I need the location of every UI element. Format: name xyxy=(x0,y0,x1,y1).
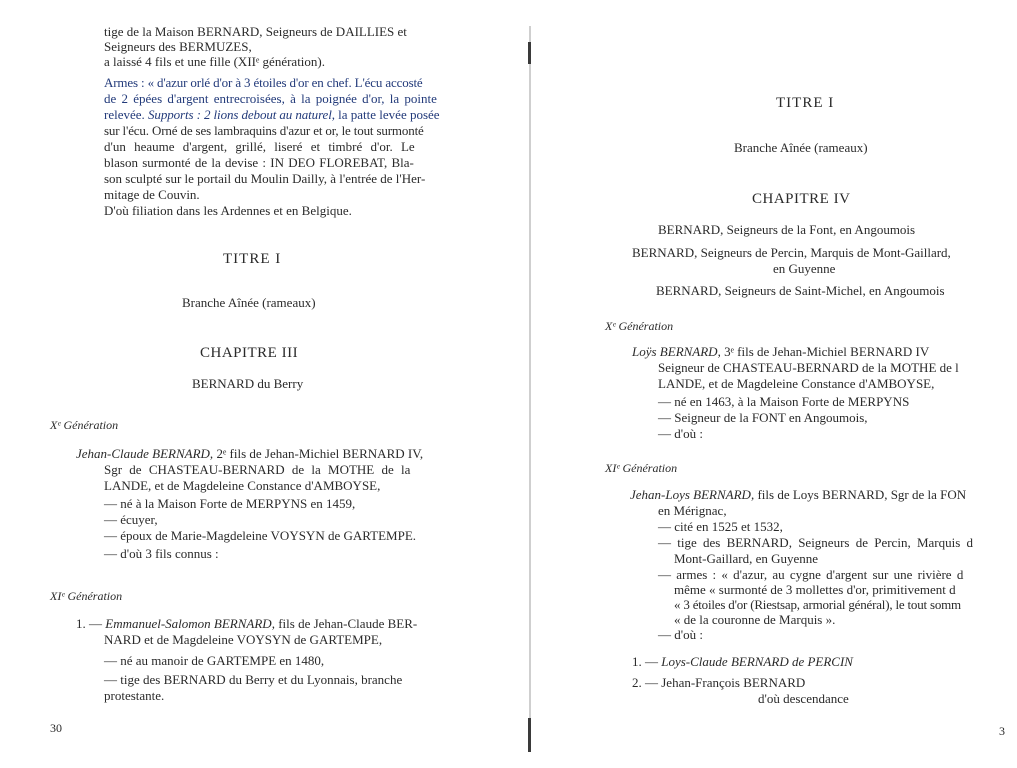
intro-line: a laissé 4 fils et une fille (XIIᵉ génération). xyxy=(104,54,325,69)
entry-line: d'où descendance xyxy=(758,691,849,706)
titre-heading: TITRE I xyxy=(776,95,835,111)
entry-line: — né au manoir de GARTEMPE en 1480, xyxy=(104,653,325,668)
entry-line: Mont-Gaillard, en Guyenne xyxy=(674,551,819,566)
armes-supports: Supports : 2 lions debout au naturel, xyxy=(148,107,335,122)
entry-line xyxy=(630,487,966,503)
branche-subtitle: Branche Aînée (rameaux) xyxy=(182,295,316,310)
entry-number: 2. — xyxy=(632,675,658,690)
entry-line: Sgr de CHASTEAU-BERNARD de la MOTHE de la xyxy=(104,462,411,477)
intro-line: Seigneurs des BERMUZES, xyxy=(104,39,252,54)
entry-line: protestante. xyxy=(104,688,165,703)
armes-line: Armes : « d'azur orlé d'or à 3 étoiles d'or en chef. L'écu accosté xyxy=(104,75,423,90)
chapitre-heading: CHAPITRE III xyxy=(200,345,299,361)
entry-text: fils de Loys BERNARD, Sgr de la FON xyxy=(757,487,967,502)
entry-line: — armes : « d'azur, au cygne d'argent sur une rivière d xyxy=(658,567,964,582)
armes-line xyxy=(104,107,440,123)
entry-line: — né en 1463, à la Maison Forte de MERPYNS xyxy=(658,394,910,409)
entry-line: — d'où : xyxy=(658,426,703,441)
entry-text: 2ᵉ fils de Jehan-Michiel BERNARD IV, xyxy=(216,446,424,461)
person-name: Loys-Claude BERNARD de PERCIN xyxy=(661,654,853,669)
entry-number: 1. — xyxy=(76,616,102,631)
armes-line: de 2 épées d'argent entrecroisées, à la poignée d'or, la pointe xyxy=(104,91,437,106)
entry-line: — écuyer, xyxy=(104,512,158,527)
page-number: 3 xyxy=(999,724,1005,738)
armes-line: mitage de Couvin. xyxy=(104,187,200,202)
entry-line: en Mérignac, xyxy=(658,503,727,518)
entry-line: — cité en 1525 et 1532, xyxy=(658,519,783,534)
entry-line xyxy=(76,446,423,462)
entry-line: — né à la Maison Forte de MERPYNS en 1459, xyxy=(104,496,356,511)
entry-line: NARD et de Magdeleine VOYSYN de GARTEMPE, xyxy=(104,632,383,647)
person-name: Emmanuel-Salomon BERNARD, xyxy=(105,616,275,631)
entry-line: « 3 étoiles d'or (Riestsap, armorial général), le tout somm xyxy=(674,597,961,612)
chapitre-subtitle: BERNARD, Seigneurs de Percin, Marquis de Mont-Gaillard, xyxy=(632,245,951,260)
entry-line: LANDE, et de Magdeleine Constance d'AMBOYSE, xyxy=(104,478,381,493)
titre-heading: TITRE I xyxy=(223,251,282,267)
person-name: Jehan-Claude BERNARD, xyxy=(76,446,214,461)
entry-line: — époux de Marie-Magdeleine VOYSYN de GARTEMPE. xyxy=(104,528,417,543)
chapitre-heading: CHAPITRE IV xyxy=(752,191,851,207)
armes-line: d'un heaume d'argent, grillé, liseré et timbré d'or. Le xyxy=(104,139,415,154)
entry-line: même « surmonté de 3 mollettes d'or, primitivement d xyxy=(674,582,956,597)
generation-label: XIᵉ Génération xyxy=(50,589,123,603)
chapitre-subtitle: BERNARD, Seigneurs de la Font, en Angoumois xyxy=(658,222,916,237)
generation-label: Xᵉ Génération xyxy=(605,319,674,333)
entry-line: — tige des BERNARD du Berry et du Lyonnais, branche xyxy=(104,672,403,687)
chapitre-subtitle: BERNARD du Berry xyxy=(192,376,304,391)
entry-line xyxy=(632,654,853,670)
branche-subtitle: Branche Aînée (rameaux) xyxy=(734,140,868,155)
entry-line xyxy=(632,675,805,691)
entry-line: — d'où 3 fils connus : xyxy=(104,546,219,561)
intro-line: tige de la Maison BERNARD, Seigneurs de DAILLIES et xyxy=(104,24,407,39)
generation-label: XIᵉ Génération xyxy=(605,461,678,475)
entry-line: — Seigneur de la FONT en Angoumois, xyxy=(658,410,868,425)
chapitre-subtitle: BERNARD, Seigneurs de Saint-Michel, en Angoumois xyxy=(656,283,945,298)
armes-line: sur l'écu. Orné de ses lambraquins d'azur et or, le tout surmonté xyxy=(104,123,424,138)
person-name: Jehan-Loys BERNARD, xyxy=(630,487,755,502)
entry-text: fils de Jehan-Claude BER- xyxy=(278,616,418,631)
page-number: 30 xyxy=(50,721,62,735)
entry-line: — tige des BERNARD, Seigneurs de Percin, Marquis d xyxy=(658,535,974,550)
entry-text: 3ᵉ fils de Jehan-Michiel BERNARD IV xyxy=(724,344,930,359)
armes-text: la patte levée posée xyxy=(338,107,440,122)
armes-line: blason surmonté de la devise : IN DEO FLOREBAT, Bla- xyxy=(104,155,414,170)
armes-text: relevée. xyxy=(104,107,145,122)
armes-line: son sculpté sur le portail du Moulin Dailly, à l'entrée de l'Her- xyxy=(104,171,426,186)
right-page xyxy=(528,0,1017,768)
entry-line xyxy=(76,616,417,632)
entry-line xyxy=(632,344,929,360)
chapitre-subtitle: en Guyenne xyxy=(773,261,836,276)
entry-line: Seigneur de CHASTEAU-BERNARD de la MOTHE de l xyxy=(658,360,959,375)
entry-line: LANDE, et de Magdeleine Constance d'AMBOYSE, xyxy=(658,376,935,391)
filiation-line: D'où filiation dans les Ardennes et en Belgique. xyxy=(104,203,352,218)
entry-line: — d'où : xyxy=(658,627,703,642)
person-name: Loÿs BERNARD, xyxy=(632,344,721,359)
entry-number: 1. — xyxy=(632,654,658,669)
person-name: Jehan-François BERNARD xyxy=(661,675,806,690)
entry-line: « de la couronne de Marquis ». xyxy=(674,612,836,627)
generation-label: Xᵉ Génération xyxy=(50,418,119,432)
